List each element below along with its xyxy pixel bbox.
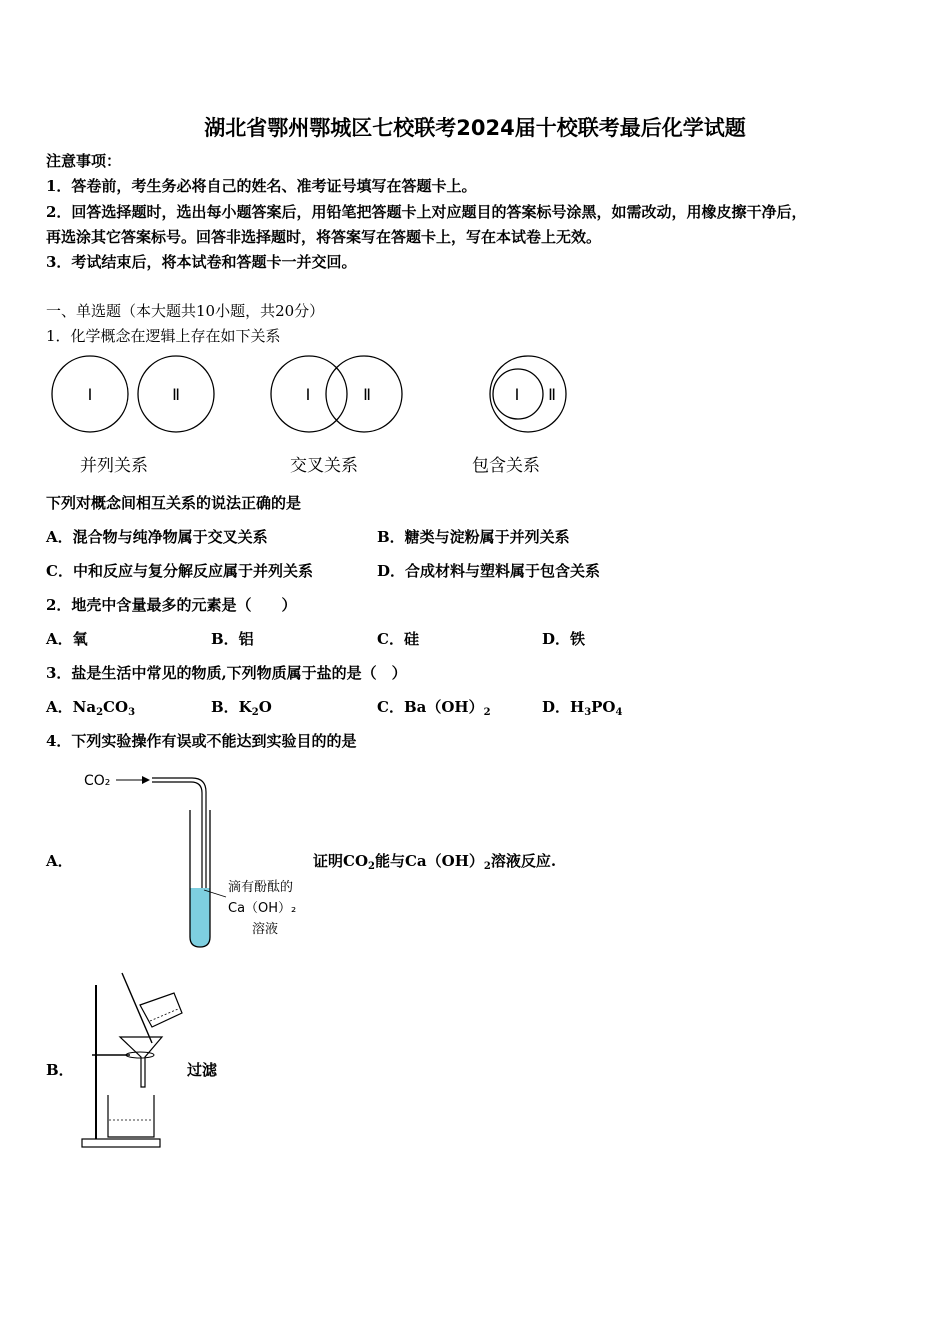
ring [126, 1052, 154, 1058]
glass-rod [122, 973, 152, 1043]
q2-option-c: C．硅 [377, 630, 419, 648]
q3-option-d: D．$H_3PO_4$ [542, 698, 623, 718]
q4-option-b-letter: B． [46, 1061, 74, 1079]
label-parallel: 并列关系 [80, 456, 148, 476]
notice-item-2: 2．回答选择题时，选出每小题答案后，用铅笔把答题卡上对应题目的答案标号涂黑，如需改动，用橡皮擦干净后， [46, 203, 807, 221]
q4-option-a-letter: A． [46, 852, 73, 870]
roman-1-include: Ⅰ [514, 385, 520, 404]
q1-option-d: D．合成材料与塑料属于包含关系 [377, 562, 601, 580]
q1-stem: 1．化学概念在逻辑上存在如下关系 [46, 327, 281, 345]
roman-2-intersect: Ⅱ [363, 385, 371, 404]
receiving-beaker [108, 1095, 154, 1137]
q2-stem: 2．地壳中含量最多的元素是（ ） [46, 596, 297, 614]
q3-stem: 3．盐是生活中常见的物质,下列物质属于盐的是（ ） [46, 664, 407, 682]
q3-option-c: C．$Ba(OH)_2$ [377, 698, 491, 718]
q3-option-b: B．$K_2O$ [211, 698, 272, 718]
co2-label: CO₂ [84, 773, 111, 789]
q1-option-c: C．中和反应与复分解反应属于并列关系 [46, 562, 313, 580]
stand-base [82, 1139, 160, 1147]
section-heading: 一、单选题（本大题共10小题，共20分） [46, 302, 325, 320]
fig-label-2: Ca（OH）₂ [228, 901, 297, 916]
q1-option-a: A．混合物与纯净物属于交叉关系 [46, 528, 268, 546]
q2-option-a: A．氧 [46, 630, 88, 648]
roman-1-intersect: Ⅰ [305, 385, 311, 404]
gas-arrow-head [142, 776, 150, 784]
co2-test-tube-figure [80, 765, 320, 955]
pouring-liquid [150, 1009, 178, 1021]
funnel [120, 1037, 162, 1087]
q1-option-b: B．糖类与淀粉属于并列关系 [377, 528, 570, 546]
q2-option-d: D．铁 [542, 630, 586, 648]
filtration-figure [78, 965, 193, 1155]
fig-label-1: 滴有酚酞的 [228, 880, 294, 895]
notice-heading: 注意事项： [46, 152, 122, 170]
fig-label-3: 溶液 [252, 922, 279, 937]
notice-item-3: 3．考试结束后，将本试卷和答题卡一并交回。 [46, 253, 357, 271]
roman-1-parallel: Ⅰ [87, 385, 93, 404]
roman-2-parallel: Ⅱ [172, 385, 180, 404]
q4-option-b-text: 过滤 [187, 1061, 218, 1079]
solution [190, 888, 210, 947]
label-intersect: 交叉关系 [290, 456, 358, 476]
label-include: 包含关系 [472, 456, 540, 476]
roman-2-include: Ⅱ [548, 385, 556, 404]
notice-item-1: 1．答卷前，考生务必将自己的姓名、准考证号填写在答题卡上。 [46, 177, 477, 195]
q4-stem: 4．下列实验操作有误或不能达到实验目的的是 [46, 732, 357, 750]
notice-item-2-cont: 再选涂其它答案标号。回答非选择题时，将答案写在答题卡上，写在本试卷上无效。 [46, 228, 602, 246]
q4-option-a-text: 证明$CO_2$能与$Ca(OH)_2$溶液反应. [313, 852, 557, 872]
q2-option-b: B．铝 [211, 630, 254, 648]
page-title: 湖北省鄂州鄂城区七校联考2024届十校联考最后化学试题 [204, 116, 746, 140]
q1-prompt: 下列对概念间相互关系的说法正确的是 [46, 494, 302, 512]
pouring-beaker [140, 993, 182, 1027]
q3-option-a: A．$Na_2CO_3$ [46, 698, 136, 718]
